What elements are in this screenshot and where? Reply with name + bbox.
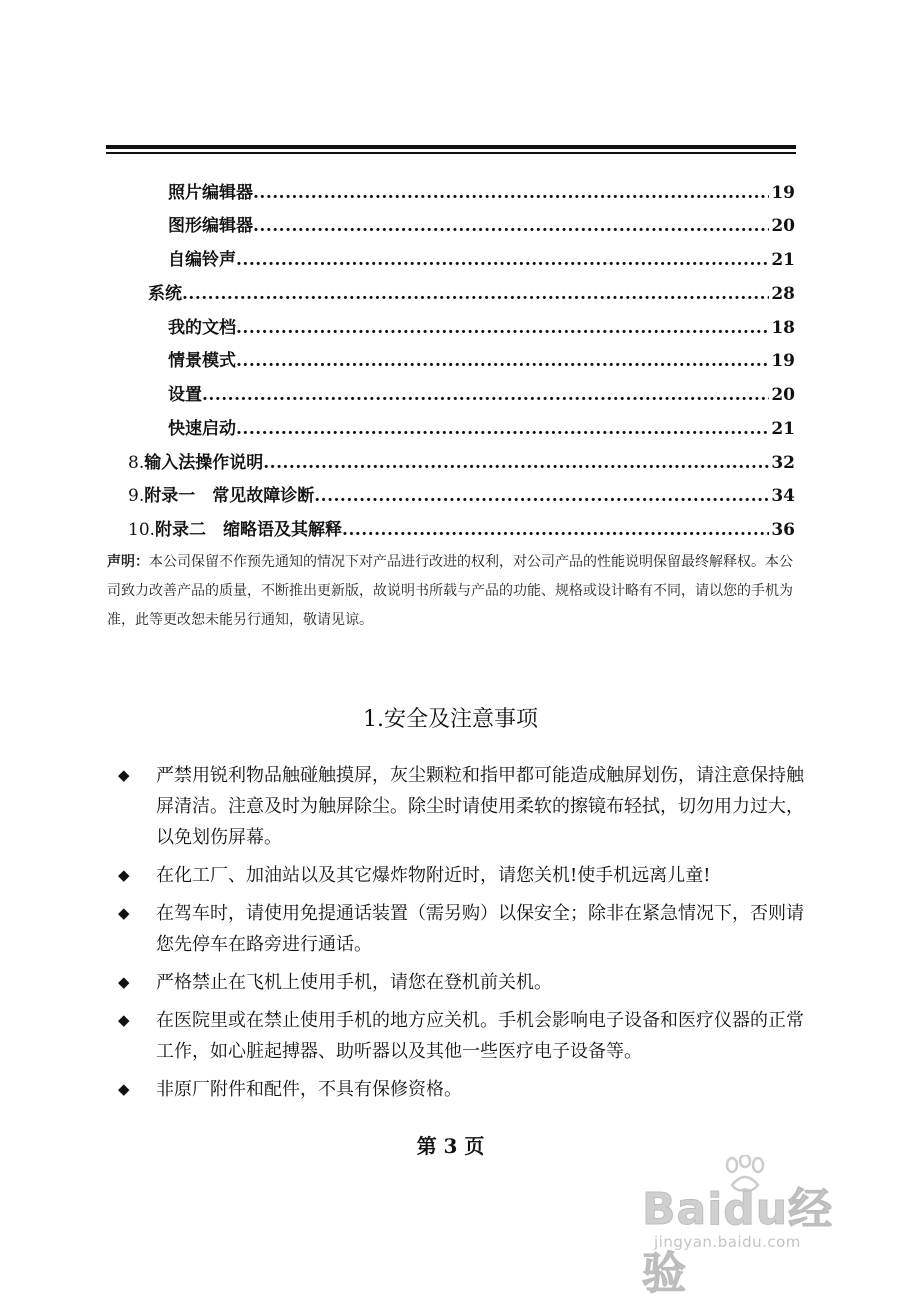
toc-entry[interactable]	[168, 346, 795, 376]
toc-entry[interactable]	[168, 245, 795, 275]
diamond-bullet-icon: ◆	[118, 866, 130, 884]
toc-label: 快速启动	[168, 419, 236, 439]
toc-leader	[202, 380, 769, 410]
header-rule-thick	[106, 145, 796, 149]
toc-entry[interactable]	[168, 178, 795, 208]
list-item	[118, 760, 808, 853]
disclaimer-label: 声明：	[107, 554, 149, 570]
toc-entry[interactable]	[128, 481, 795, 511]
toc-number: 8.	[128, 453, 145, 473]
disclaimer-text: 本公司保留不作预先通知的情况下对产品进行改进的权利，对公司产品的性能说明保留最终解释权。本公司致力改善产品的质量，不断推出更新版，故说明书所载与产品的功能、规格或设计略有不同，请以您的手机为准，此等更改恕未能另行通知，敬请见谅。	[107, 554, 793, 628]
toc-entry[interactable]	[148, 279, 795, 309]
watermark-url: jingyan.baidu.com	[654, 1233, 801, 1251]
page-number: 第 3 页	[416, 1134, 485, 1158]
toc-label: 附录二 缩略语及其解释	[155, 520, 343, 540]
list-item	[118, 860, 808, 891]
toc-entry[interactable]	[168, 313, 795, 343]
toc-page: 36	[771, 520, 795, 540]
toc-page: 19	[771, 351, 795, 371]
disclaimer-paragraph	[107, 548, 799, 635]
diamond-bullet-icon: ◆	[118, 1080, 130, 1098]
toc-label: 附录一 常见故障诊断	[144, 486, 315, 506]
list-item-text: 在驾车时，请使用免提通话装置（需另购）以保安全；除非在紧急情况下，否则请您先停车在路旁进行通话。	[156, 903, 804, 955]
toc-leader	[342, 515, 769, 545]
toc-page: 20	[771, 385, 795, 405]
toc-page: 20	[771, 216, 795, 236]
toc-leader	[253, 211, 769, 241]
toc-label: 图形编辑器	[168, 216, 253, 236]
toc-entry[interactable]	[168, 414, 795, 444]
toc-page: 34	[771, 486, 795, 506]
watermark-logo: Baidu经验	[642, 1184, 834, 1299]
toc-page: 21	[771, 419, 795, 439]
toc-entry[interactable]	[128, 515, 795, 545]
toc-leader	[253, 178, 769, 208]
toc-label: 输入法操作说明	[144, 453, 264, 473]
diamond-bullet-icon: ◆	[118, 904, 130, 922]
diamond-bullet-icon: ◆	[118, 973, 130, 991]
toc-page: 21	[771, 250, 795, 270]
toc-label: 自编铃声	[168, 250, 236, 270]
toc-leader	[314, 481, 769, 511]
toc-leader	[182, 279, 769, 309]
toc-entry[interactable]	[128, 448, 795, 478]
toc-label: 照片编辑器	[168, 183, 253, 203]
list-item-text: 严禁用锐利物品触碰触摸屏，灰尘颗粒和指甲都可能造成触屏划伤，请注意保持触屏清洁。注意及时为触屏除尘。除尘时请使用柔软的擦镜布轻拭，切勿用力过大，以免划伤屏幕。	[156, 765, 804, 848]
toc-page: 32	[771, 453, 795, 473]
toc-leader	[263, 448, 769, 478]
list-item	[118, 967, 808, 998]
safety-list	[118, 760, 808, 1112]
toc-leader	[236, 313, 769, 343]
diamond-bullet-icon: ◆	[118, 766, 130, 784]
list-item	[118, 1074, 808, 1105]
list-item-text: 在医院里或在禁止使用手机的地方应关机。手机会影响电子设备和医疗仪器的正常工作，如心脏起搏器、助听器以及其他一些医疗电子设备等。	[156, 1010, 804, 1062]
toc-page: 28	[771, 284, 795, 304]
toc-number: 10.	[128, 520, 156, 540]
toc-leader	[236, 346, 769, 376]
list-item	[118, 898, 808, 960]
toc-label: 我的文档	[168, 318, 236, 338]
list-item-text: 在化工厂、加油站以及其它爆炸物附近时，请您关机!使手机远离儿童!	[156, 865, 711, 886]
toc-label: 情景模式	[168, 351, 236, 371]
toc-leader	[236, 414, 769, 444]
list-item-text: 严格禁止在飞机上使用手机，请您在登机前关机。	[156, 972, 552, 993]
section-title: 1.安全及注意事项	[363, 707, 538, 732]
toc-leader	[236, 245, 769, 275]
toc-page: 19	[771, 183, 795, 203]
toc-label: 系统	[148, 284, 182, 304]
toc-label: 设置	[168, 385, 202, 405]
diamond-bullet-icon: ◆	[118, 1011, 130, 1029]
baidu-watermark	[640, 1155, 870, 1299]
list-item-text: 非原厂附件和配件，不具有保修资格。	[156, 1079, 462, 1100]
toc-entry[interactable]	[168, 211, 795, 241]
toc-entry[interactable]	[168, 380, 795, 410]
toc-number: 9.	[128, 486, 145, 506]
toc-page: 18	[771, 318, 795, 338]
list-item	[118, 1005, 808, 1067]
header-rule-thin	[106, 152, 796, 154]
